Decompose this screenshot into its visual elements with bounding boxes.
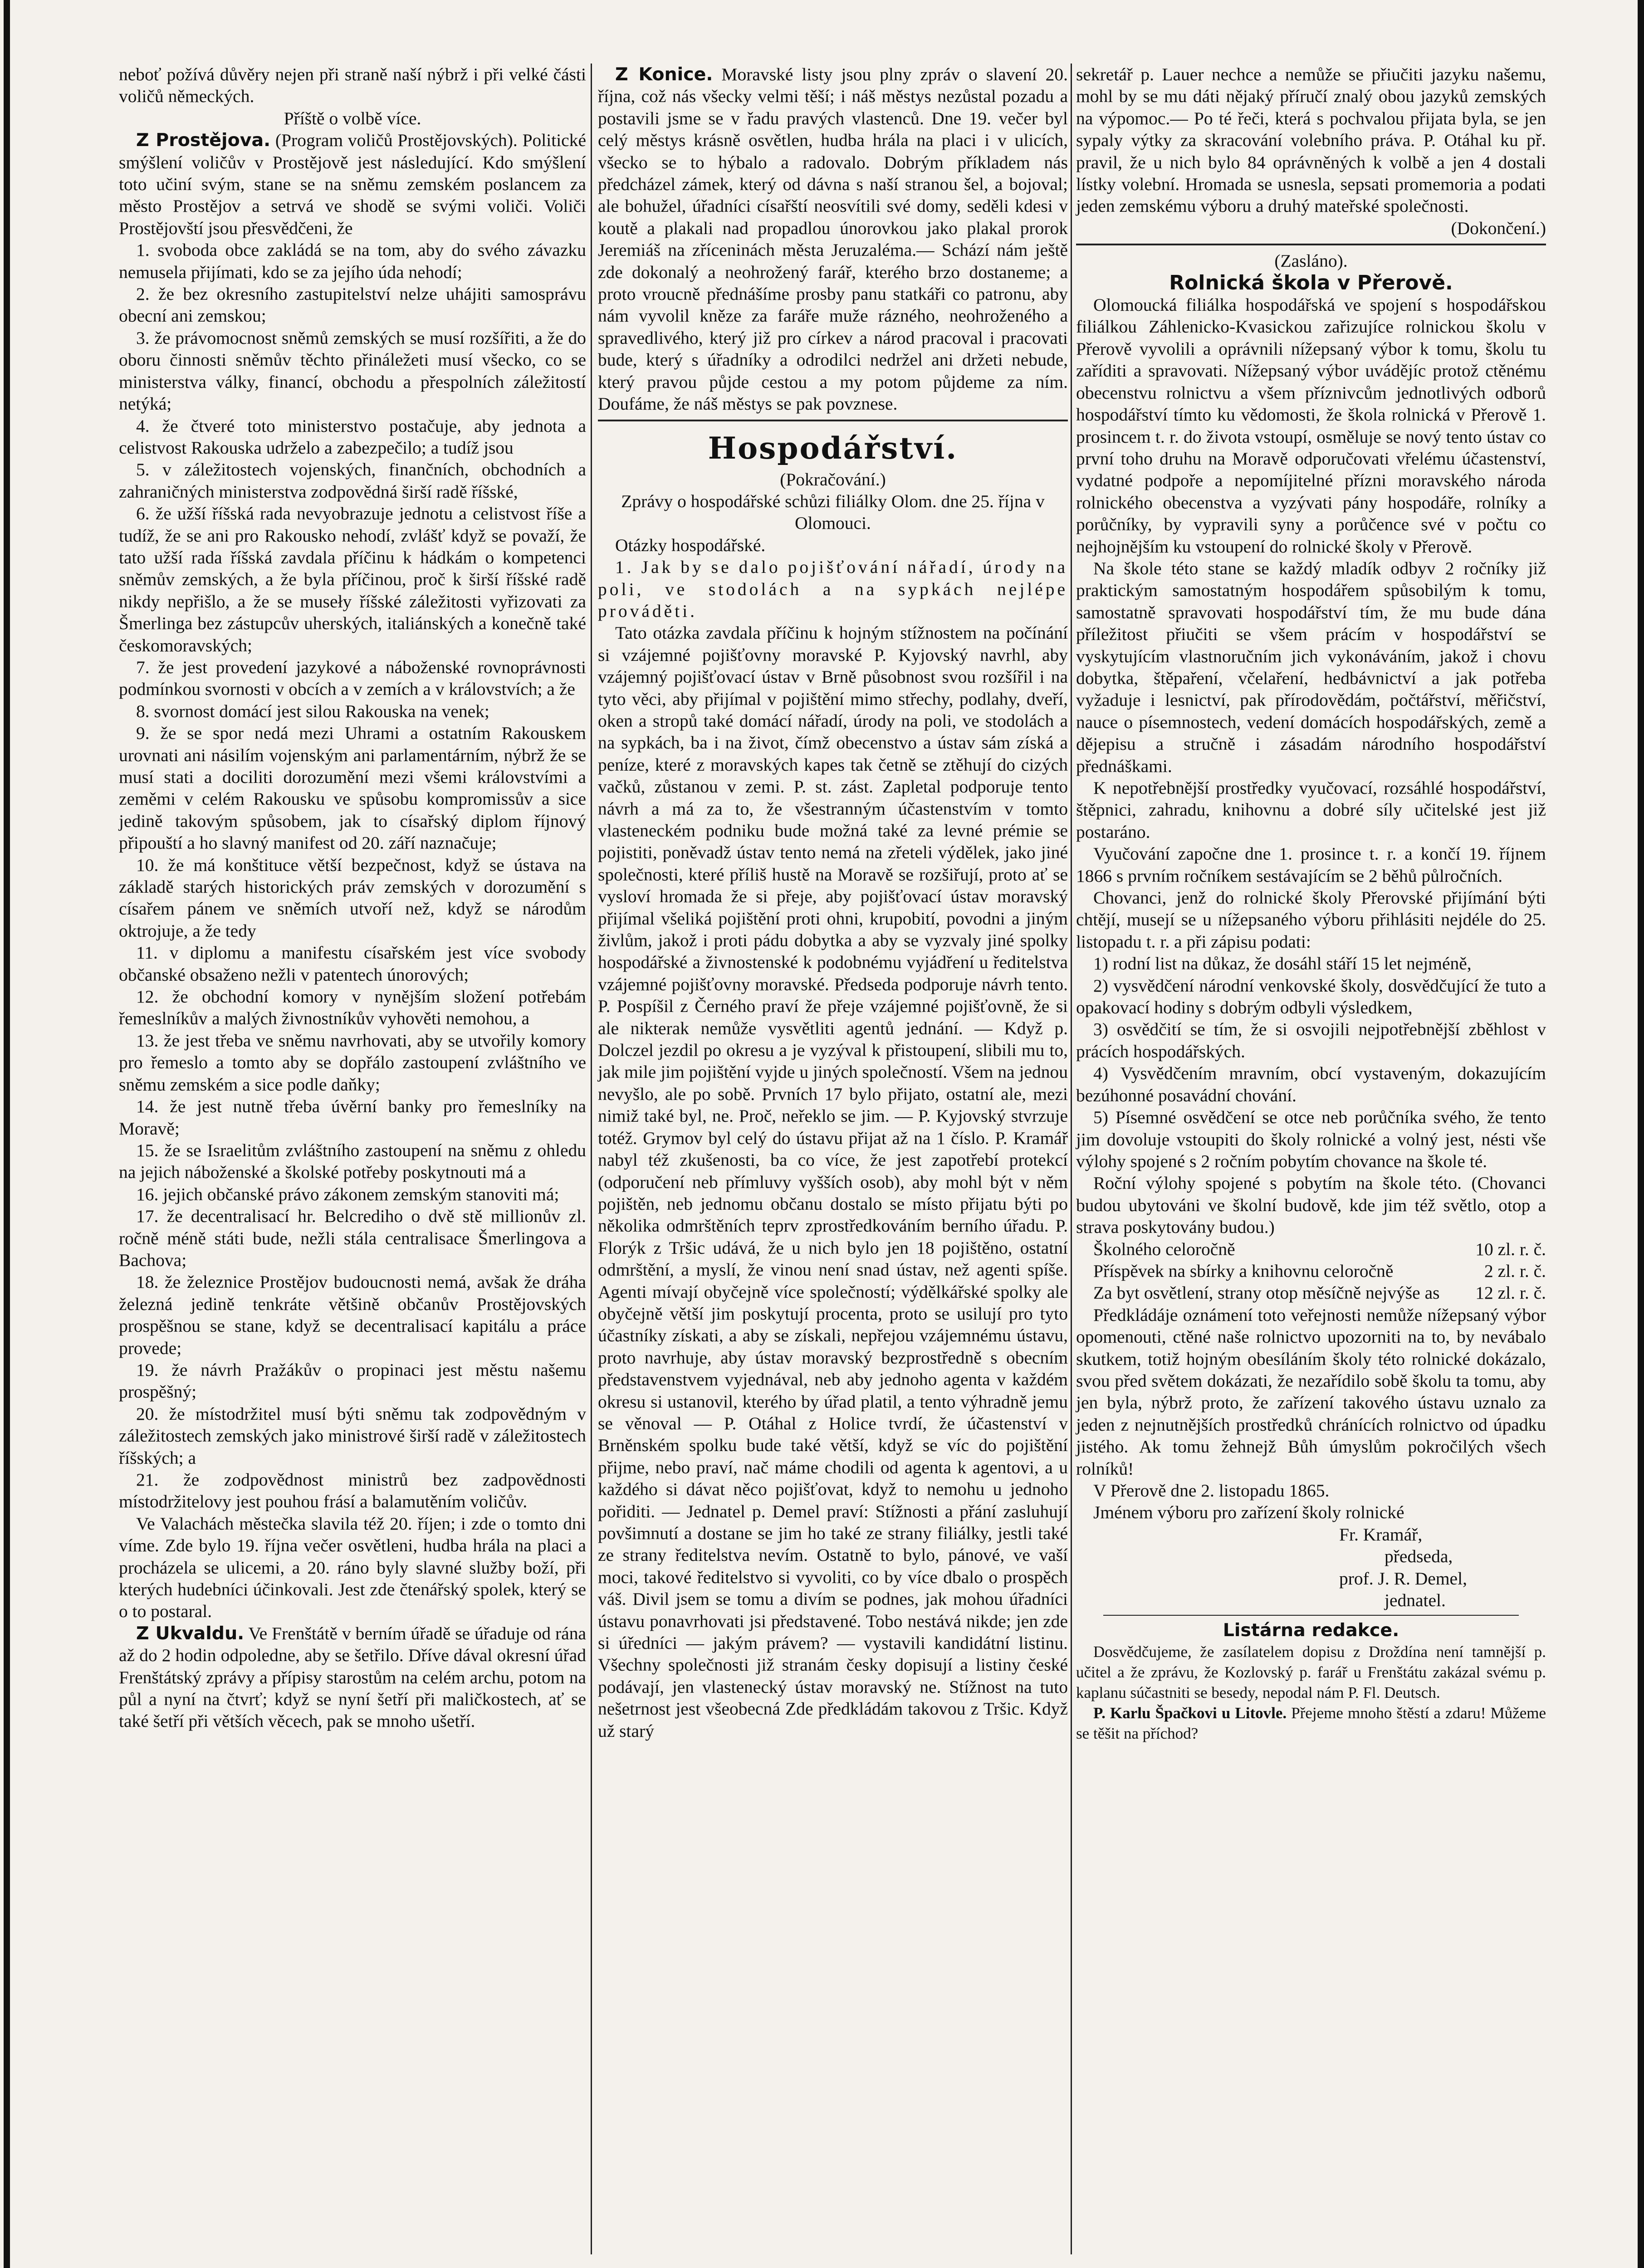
- list-item: 10. že má konštituce větší bezpečnost, když se ústava na základě starých historických práv zemských v dorozumění s císařem pánem ve sněmích utvoří než, když se národům oktrojuje, a že tedy: [119, 855, 586, 941]
- right-edge: [1638, 0, 1644, 2268]
- column-3: [1076, 64, 1546, 1744]
- paragraph: Tato otázka zavdala příčinu k hojným stížnostem na počínání si vzájemné pojišťovny moravské P. Kyjovský navrhl, aby vzájemný pojišťovací ústav v Brně působnost svou rozšířil i na tyto věci, aby přijímal v pojištění mimo střechy, podlahy, dveří, oken a stropů také domácí nářadí, úrody na poli, ve stodolách a na sypkách, ba i na život, čímž obecenstvo a ústav sám získá a peníze, které z moravských kapes tak četně se ztěhují do cizých vačků, zůstanou v zemi. P. st. zást. Zapletal podporuje tento návrh a má za to, že všestranným účastenstvím v tomto vlasteneckém podniku bude možná také za levné prémie se pojistiti, poněvadž ústav tento nemá na zřeteli výdělek, jako jiné společnosti, které příliš hustě na Moravě se rozšiřují, proto ať se vysloví hromada že si přeje, aby pojišťovací ústav moravský přijímal všeliká pojištění proti ohni, krupobití, povodni a jiným živlům, jakož i proti pádu dobytka a aby se vyzvaly jiné spolky hospodářské a živnostenské k podobnému vyjádření u ředitelstva vzájemné pojišťovny moravské. Předseda podporuje návrh tento. P. Pospíšil z Černého praví že přeje vzájemné pojišťovně, že si ale nikterak nemůže vysvětliti agentů jednání. — Když p. Dolczel jezdil po okresu a je vyzýval k přistoupení, slibili mu to, jak mile jim pojištění vyjde u jiných společností. Všem na jednou nevyšlo, ale po sobě. Prvních 17 bylo přijato, ostatní ale, mezi nimiž také byl, ne. Proč, neřeklo se jim. — P. Kyjovský stvrzuje totéž. Grymov byl celý do ústavu přijat až na 1 číslo. P. Kramář nabyl též zkušenosti, ba co více, že jest zapotřebí protekcí (odporučení neb přímluvy vyšších osob), aby mohl být v něm pojištěn, neb jednomu občanu dostalo se místo přijatu býti po několika odmrštěních teprv zprostředkováním berního úřadu. P. Florýk z Tršic udává, že u nich bylo jen 18 pojištěno, ostatní odmrštění, a myslí, že vinou není snad ústav, než agenti spíše. Agenti mívají obyčejně více společností; výdělkářské spolky ale obyčejně větší jim poskytují procenta, proto se usilují pro tyto účastníky získati, a aby se získali, nepřejou vzájemnému ústavu, proto navrhuje, aby ústav moravský bezprostředně s obecním představenstvem vyjednával, neb aby jednoho agenta v každém okresu si ustanovil, kterého by úřad platil, a tento výhradně jemu se věnoval — P. Otáhal z Holice tvrdí, že účastenství v Brněnském spolku bude také větší, když se víc do pojištění přijme, nebo praví, nač máme chodili od agenta k agentovi, a u každého si dávat něco pojišťovat, když to nemohu u jednoho pořiditi. — Jednatel p. Demel praví: Stížnosti a přání zasluhují povšimnutí a dostane se jim ho také ze strany filiálky, jestli také ze strany ředitelstva nevím. Ostatně to bylo, pánové, ve vaší moci, takové ředitelstvo si vyvoliti, co by více dbalo o prospěch váš. Divil jsem se tomu a divím se podnes, jak mohou úřadníci ústavu ponavrhovati jsi představené. Tobo nestává nikde; jen zde si úředníci — jakým právem? — vystavili kandidátní listinu. Všechny společnosti již stranám česky dopisují a listiny české podávají, jen vlastenecký ústav moravský ne. Stížnost na tuto nešetrnost jest všeobecná Zde předkládám takovou z Tršic. Když už starý: [598, 623, 1068, 1741]
- continued-note: (Pokračování.): [780, 469, 886, 489]
- paragraph: Olomoucká filiálka hospodářská ve spojení s hospodářskou filiálkou Záhlenicko-Kvasickou zařizujíce rolnickou školu v Přerově vyvolili a oprávnili nížepsaný výbor k tomu, školu tu zaříditi a spravovati. Nížepsaný výbor uvádějíc protož ctěnému obecenstvu rolnictvu a všem příznivcům jednotlivých odborů hospodářství tímto ku vědomosti, že škola rolnická v Přerově 1. prosincem t. r. do života vstoupí, osměluje se nový tento ústav co první toho druhu na Moravě odporučovati vřelému účastenství, vydatné podpoře a nepomíjitelné přízni moravského národa rolnického obecenstva a vyzývati pány hospodáře, rolníky a porůčníky, by vypravili syny a porůčence své v počtu co nejhojnějším ku vstoupení do rolnické školy v Přerově.: [1076, 295, 1546, 557]
- list-item: 2) vysvědčení národní venkovské školy, dosvědčující že tuto a opakovací hodiny s dobrým odbyli výsledkem,: [1076, 975, 1546, 1018]
- list-item: 5. v záležitostech vojenských, finančních, obchodních a zahraničných ministerstva zodpovědná širší radě říšské,: [119, 459, 586, 502]
- signatory-role: jednatel.: [1385, 1590, 1446, 1611]
- list-item: 5) Písemné osvědčení se otce neb porůčníka svého, že tento jim dovoluje vstoupiti do školy rolnické a volný jest, nésti vše výlohy spojené s 2 ročním pobytím chovance na škole té.: [1076, 1107, 1546, 1171]
- paragraph: Z Prostějova. (Program voličů Prostějovských). Politické smýšlení voličův v Prostějově jest následující. Kdo smýšlení toto učiní svým, stane se na sněmu zemském poslancem za město Prostějov a setrvá ve shodě se svými voliči. Voliči Prostějovští jsou přesvědčeni, že: [119, 130, 586, 238]
- signatory-name: prof. J. R. Demel,: [1339, 1568, 1467, 1589]
- submitted-note: (Zasláno).: [1274, 251, 1348, 271]
- signatory-name: Fr. Kramář,: [1339, 1524, 1423, 1545]
- list-item: 1. svoboda obce zakládá se na tom, aby do svého závazku nemusela přijímati, kdo se za jejího úda nehodí;: [119, 240, 586, 282]
- column-rule: [1071, 64, 1072, 2254]
- paragraph: Příště o volbě více.: [284, 108, 421, 128]
- paragraph: Dosvědčujeme, že zasílatelem dopisu z Droždína není tamnější p. učitel a že zprávu, že Kozlovský p. farář u Frenštátu zakázal svému p. kaplanu súčastniti se besedy, nepodal nám P. Fl. Deutsch.: [1076, 1642, 1546, 1701]
- list-item: 1) rodní list na důkaz, že dosáhl stáří 15 let nejméně,: [1093, 953, 1472, 974]
- signatory-role: předseda,: [1385, 1546, 1453, 1567]
- paragraph: Na škole této stane se každý mladík odbyv 2 ročníky již praktickým samostatným hospodářem spůsobilým k tomu, samostatně spravovati hospodářství tím, že mu bude dána příležitost přiučiti se všem prácím v hospodářství se vyskytujícím vlastnoručním jich vykonáváním, jakož i chovu dobytka, štěpaření, včelaření, hedbávnictví a jak potřeba vyžaduje i lesnictví, pak přírodovědám, počtářství, měřičství, nauce o písemnostech, vedení domácích hospodářských, země a dějepisu a stručně i zásadám národního hospodářství přednáškami.: [1076, 558, 1546, 776]
- list-item: 13. že jest třeba ve sněmu navrhovati, aby se utvořily komory pro řemeslo a tomto aby se dopřálo zastoupení zvláštního ve sněmu zemském a sice podle daňky;: [119, 1030, 586, 1095]
- list-item: 20. že místodržitel musí býti sněmu tak zodpovědným v záležitostech zemských jako ministrové širší radě v záležitostech říšských; a: [119, 1403, 586, 1468]
- section-heading: Listárna redakce.: [1223, 1620, 1399, 1641]
- list-item: 17. že decentralisací hr. Belcrediho o dvě stě millionův zl. ročně méně státi bude, nežli stála centralisace Šmerlingova a Bachova;: [119, 1206, 586, 1270]
- paragraph: K nepotřebnější prostředky vyučovací, rozsáhlé hospodářství, štěpnici, zahradu, knihovnu a dobré síly učitelské jest již postaráno.: [1076, 778, 1546, 842]
- section-heading: Rolnická škola v Přerově.: [1169, 271, 1453, 294]
- paragraph: neboť požívá důvěry nejen při straně naší nýbrž i při velké části voličů německých.: [119, 64, 586, 107]
- paragraph: Předkládáje oznámení toto veřejnosti nemůže nížepsaný výbor opomenouti, ctěné naše rolnictvo upozorniti na to, by nevábalo skutkem, totiž hojným obesíláním školy této rolnické dokázalo, svou před světem dokázati, že nezařídilo sobě školu ta tomu, aby jen byla, nýbrž proto, že zařízení takového ústavu uznalo za jeden z nejnutnějších prostředků chránících rolnictvo od úpadku jistého. Ak tomu žehnejž Bůh úmyslům pokročilých všech rolníků!: [1076, 1305, 1546, 1479]
- paragraph: P. Karlu Špačkovi u Litovle. Přejeme mnoho štěstí a zdaru! Můžeme se těšit na příchod?: [1076, 1704, 1546, 1742]
- on-behalf-line: Jménem výboru pro zařízení školy rolnické: [1093, 1502, 1404, 1523]
- section-title: Hospodářství.: [708, 430, 958, 466]
- paragraph: Chovanci, jenž do rolnické školy Přerovské přijímání býti chtějí, musejí se u nížepsaného výboru přihlásiti nejdéle do 25. listopadu t. r. a při zápisu podati:: [1076, 888, 1546, 952]
- list-item: 3. že právomocnost sněmů zemských se musí rozšířiti, a že do oboru činnosti sněmův těchto přináležeti musí všecko, co se ministerstva války, financí, obchodu a přespolních záležitostí netýká;: [119, 327, 586, 414]
- list-item: 4. že čtveré toto ministerstvo postačuje, aby jednota a celistvost Rakouska udrželo a zabezpečilo; a tudíž jsou: [119, 415, 586, 458]
- concluded-note: (Dokončení.): [1451, 218, 1546, 238]
- list-item: 4) Vysvědčením mravním, obcí vystaveným, dokazujícím bezúhonné posavádní chování.: [1076, 1063, 1546, 1105]
- list-item: 14. že jest nutně třeba úvěrní banky pro řemeslníky na Moravě;: [119, 1096, 586, 1139]
- addressee: P. Karlu Špačkovi u Litovle.: [1093, 1704, 1287, 1722]
- question: 1. Jak by se dalo pojišťování nářadí, úrody na poli, ve stodolách a na sypkách nejlépe prováděti.: [598, 557, 1068, 621]
- paragraph: Vyučování započne dne 1. prosince t. r. a končí 19. říjnem 1866 s prvním ročníkem sestávajícím se 2 běhů půlročních.: [1076, 844, 1546, 886]
- list-item: 18. že železnice Prostějov budoucnosti nemá, avšak že dráha železná jedině tenkráte většině občanův Prostějovských prospěšnou se stane, když se decentralisací kapitálu a práce provede;: [119, 1272, 586, 1358]
- list-item: 11. v diplomu a manifestu císařském jest více svobody občanské obsaženo nežli v patentech únorových;: [119, 943, 586, 985]
- list-item: 3) osvědčití se tím, že si osvojili nejpotřebnější zběhlost v prácích hospodářských.: [1076, 1019, 1546, 1061]
- fee-row: Školného celoročně 10 zl. r. č.: [1093, 1239, 1546, 1259]
- fee-row: Za byt osvětlení, strany otop měsíčně nejvýše as 12 zl. r. č.: [1093, 1283, 1546, 1303]
- signatures: [1076, 1524, 1546, 1612]
- list-item: 7. že jest provedení jazykové a náboženské rovnoprávnosti podmínkou svornosti v obcích a v zemích a v královstvích; a že: [119, 657, 586, 699]
- list-item: 6. že užší říšská rada nevyobrazuje jednotu a celistvost říše a tudíž, že se ani pro Rakousko nehodí, zvlášť když se považí, že tato užší rada říšská zavdala příčinu k hádkám o kompetenci sněmův zemských, a že byla příčinou, proč k širší říšské radě nikdy nepřišlo, a že se museły říšské záležitosti vyřizovati za Šmerlinga bez zástupcův uherských, italiánských a konečně také českomoravských;: [119, 503, 586, 655]
- date-line: V Přerově dne 2. listopadu 1865.: [1093, 1481, 1330, 1501]
- paragraph: Roční výlohy spojené s pobytím na škole této. (Chovanci budou ubytováni ve školní budově, kde jim též světlo, otop a strava poskytovány budou.): [1076, 1173, 1546, 1237]
- column-rule: [591, 64, 592, 2254]
- left-edge: [4, 0, 10, 2268]
- list-item: Ve Valachách městečka slavila též 20. říjen; i zde o tomto dni víme. Zde bylo 19. října večer osvětleni, hudba hrála na placi a procházela se ulicemi, a 20. ráno byly slavné služby boží, při kterých hudebníci účinkovali. Jest zde čtenářský spolek, který se o to postaral.: [119, 1513, 586, 1622]
- column-1: [119, 64, 586, 1732]
- divider: [598, 420, 1068, 421]
- list-item: 8. svornost domácí jest silou Rakouska na venek;: [136, 701, 489, 721]
- list-item: 15. že se Israelitům zvláštního zastoupení na sněmu z ohledu na jejich náboženské a školské potřeby poskytnouti má a: [119, 1140, 586, 1183]
- list-item: 12. že obchodní komory v nynějším složení potřebám řemeslníkův a malých živnostníkův vyhověti nemohou, a: [119, 987, 586, 1029]
- section-heading: Z Prostějova.: [136, 130, 271, 151]
- report-title: Zprávy o hospodářské schůzi filiálky Olom. dne 25. října v Olomouci.: [621, 491, 1045, 533]
- divider: [1076, 244, 1546, 245]
- list-item: 2. že bez okresního zastupitelství nelze uhájiti samosprávu obecní ani zemskou;: [119, 284, 586, 326]
- list-item: 19. že návrh Pražákův o propinaci jest městu našemu prospěšný;: [119, 1359, 586, 1402]
- paragraph: sekretář p. Lauer nechce a nemůže se přiučiti jazyku našemu, mohl by se mu dáti nějaký příručí znalý obou jazyků zemských na výpomoc.— Po té řeči, která s pochvalou přijata byla, se jen sypaly výtky za skracování volebního práva. P. Otáhal ku př. pravil, že u nich bylo 84 oprávněných k volbě a jen 4 dostali lístky volební. Hromada se usnesla, sepsati promemoria a podati jeden zemskému výboru a druhý mateřské společnosti.: [1076, 64, 1546, 216]
- subheading: Otázky hospodářské.: [615, 535, 766, 555]
- section-heading: Z Konice.: [615, 64, 713, 85]
- fee-row: Příspěvek na sbírky a knihovnu celoročně 2 zl. r. č.: [1093, 1261, 1546, 1281]
- list-item: 16. jejich občanské právo zákonem zemským stanoviti má;: [136, 1184, 559, 1204]
- column-2: [598, 64, 1068, 1742]
- list-item: 21. že zodpovědnost ministrů bez zadpovědnosti místodržitelovy jest pouhou frásí a balamutěním voličův.: [119, 1470, 586, 1512]
- paragraph: Z Konice. Moravské listy jsou plny zpráv o slavení 20. října, což nás všecky velmi těší; i náš městys nezůstal pozadu a postavili jsme se v řadu pravých vlastenců. Dne 19. večer byl celý městys krásně osvětlen, hudba hrála na placi i v ulicích, všecko se to hýbalo a radovalo. Dobrým příkladem nás předcházel zámek, který od dávna s naší stranou šel, a bojoval; ale bohužel, úřadníci císařští neosvítili své domy, seděli kdesi v koutě a plakali nad propadlou únorovkou jako plakal prorok Jeremiáš na zříceninách města Jeruzaléma.— Schází nám ještě zde dokonalý a neohrožený farář, kterého brzo dostaneme; a proto vroucně přednášíme prosby panu statkáři co patronu, aby nám vyvolil kněze za faráře muže rázného, neohroženého a spravedlivého, který již pro církev a národ pracoval i pracovati bude, který s úřadníky a odrodilci nedržel ani držeti nebude, který pravou půjde cestou a my potom půjdeme za ním. Doufáme, že náš městys se pak povznese.: [598, 64, 1068, 414]
- paragraph: Z Ukvaldu. Ve Frenštátě v berním úřadě se úřaduje od rána až do 2 hodin odpoledne, aby se šetřilo. Dříve dával okresní úřad Frenštátský zprávy a přípisy starostům na celém archu, potom na půl a nyní na čtvrť; když se nyní šetří při maličkostech, ať se také šetří při větších věcech, pak se mnoho ušetří.: [119, 1623, 586, 1731]
- list-item: 9. že se spor nedá mezi Uhrami a ostatním Rakouskem urovnati ani násilím vojenským ani parlamentárním, nýbrž že se musí stati a dociliti dorozumění mezi všemi královstvími a zeměmi v celém Rakousku ve spůsobu kompromissův a sice jedině takovým spůsobem, jak to císařský diplom říjnový připouští a ho slavný manifest od 20. září naznačuje;: [119, 723, 586, 853]
- section-heading: Z Ukvaldu.: [136, 1623, 245, 1644]
- divider: [1103, 1615, 1519, 1616]
